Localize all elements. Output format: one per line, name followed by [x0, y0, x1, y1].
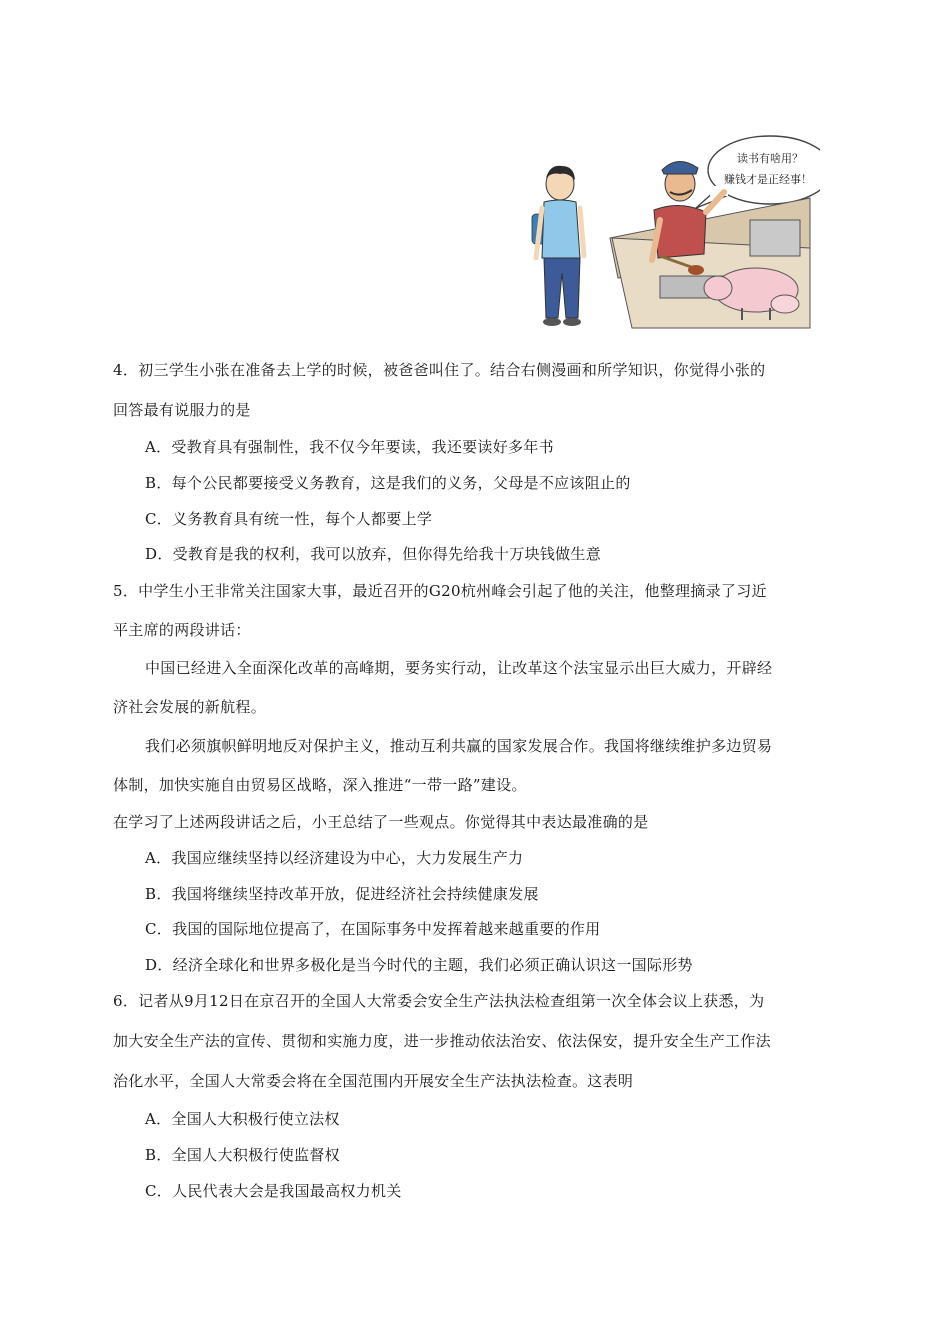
q6-stem-line1: 6．记者从9月12日在京召开的全国人大常委会安全生产法执法检查组第一次全体会议上获悉，为	[113, 992, 765, 1010]
q5-option-a: A．我国应继续坚持以经济建设为中心，大力发展生产力	[145, 849, 524, 867]
boy-figure	[532, 166, 584, 326]
bubble-line-1: 读书有啥用？	[737, 152, 803, 165]
q4-option-d: D．受教育是我的权利，我可以放弃，但你得先给我十万块钱做生意	[145, 545, 602, 563]
speech-bubble	[696, 136, 820, 208]
q5-quote2-line1: 我们必须旗帜鲜明地反对保护主义，推动互利共赢的国家发展合作。我国将继续维护多边贸易	[145, 737, 773, 755]
q6-option-a: A．全国人大积极行使立法权	[145, 1110, 340, 1128]
q5-option-b: B．我国将继续坚持改革开放，促进经济社会持续健康发展	[145, 885, 539, 903]
q5-stem-line2: 平主席的两段讲话：	[113, 621, 251, 639]
q4-stem-line2: 回答最有说服力的是	[113, 401, 251, 419]
cartoon-illustration	[520, 128, 820, 340]
q6-stem-line2: 加大安全生产法的宣传、贯彻和实施力度，进一步推动依法治安、依法保安，提升安全生产工作法	[113, 1032, 771, 1050]
q4-option-a: A．受教育具有强制性，我不仅今年要读，我还要读好多年书	[145, 438, 554, 456]
q5-summary: 在学习了上述两段讲话之后，小王总结了一些观点。你觉得其中表达最准确的是	[113, 813, 649, 831]
q5-quote2-line2: 体制，加快实施自由贸易区战略，深入推进“一带一路”建设。	[113, 776, 527, 794]
q5-option-c: C．我国的国际地位提高了，在国际事务中发挥着越来越重要的作用	[145, 920, 601, 938]
q6-option-c: C．人民代表大会是我国最高权力机关	[145, 1182, 402, 1200]
q5-quote1-line1: 中国已经进入全面深化改革的高峰期，要务实行动，让改革这个法宝显示出巨大威力，开辟经	[145, 659, 773, 677]
q5-quote1-line2: 济社会发展的新航程。	[113, 698, 267, 716]
q6-stem-line3: 治化水平，全国人大常委会将在全国范围内开展安全生产法执法检查。这表明	[113, 1072, 634, 1090]
q6-option-b: B．全国人大积极行使监督权	[145, 1146, 340, 1164]
q4-option-b: B．每个公民都要接受义务教育，这是我们的义务，父母是不应该阻止的	[145, 474, 631, 492]
q5-stem-line1: 5．中学生小王非常关注国家大事，最近召开的G20杭州峰会引起了他的关注，他整理摘录了习近	[113, 582, 767, 600]
q4-stem-line1: 4．初三学生小张在准备去上学的时候，被爸爸叫住了。结合右侧漫画和所学知识，你觉得小张的	[113, 361, 766, 379]
bubble-line-2: 赚钱才是正经事！	[724, 173, 812, 186]
q5-option-d: D．经济全球化和世界多极化是当今时代的主题，我们必须正确认识这一国际形势	[145, 956, 693, 974]
q4-option-c: C．义务教育具有统一性，每个人都要上学	[145, 510, 433, 528]
